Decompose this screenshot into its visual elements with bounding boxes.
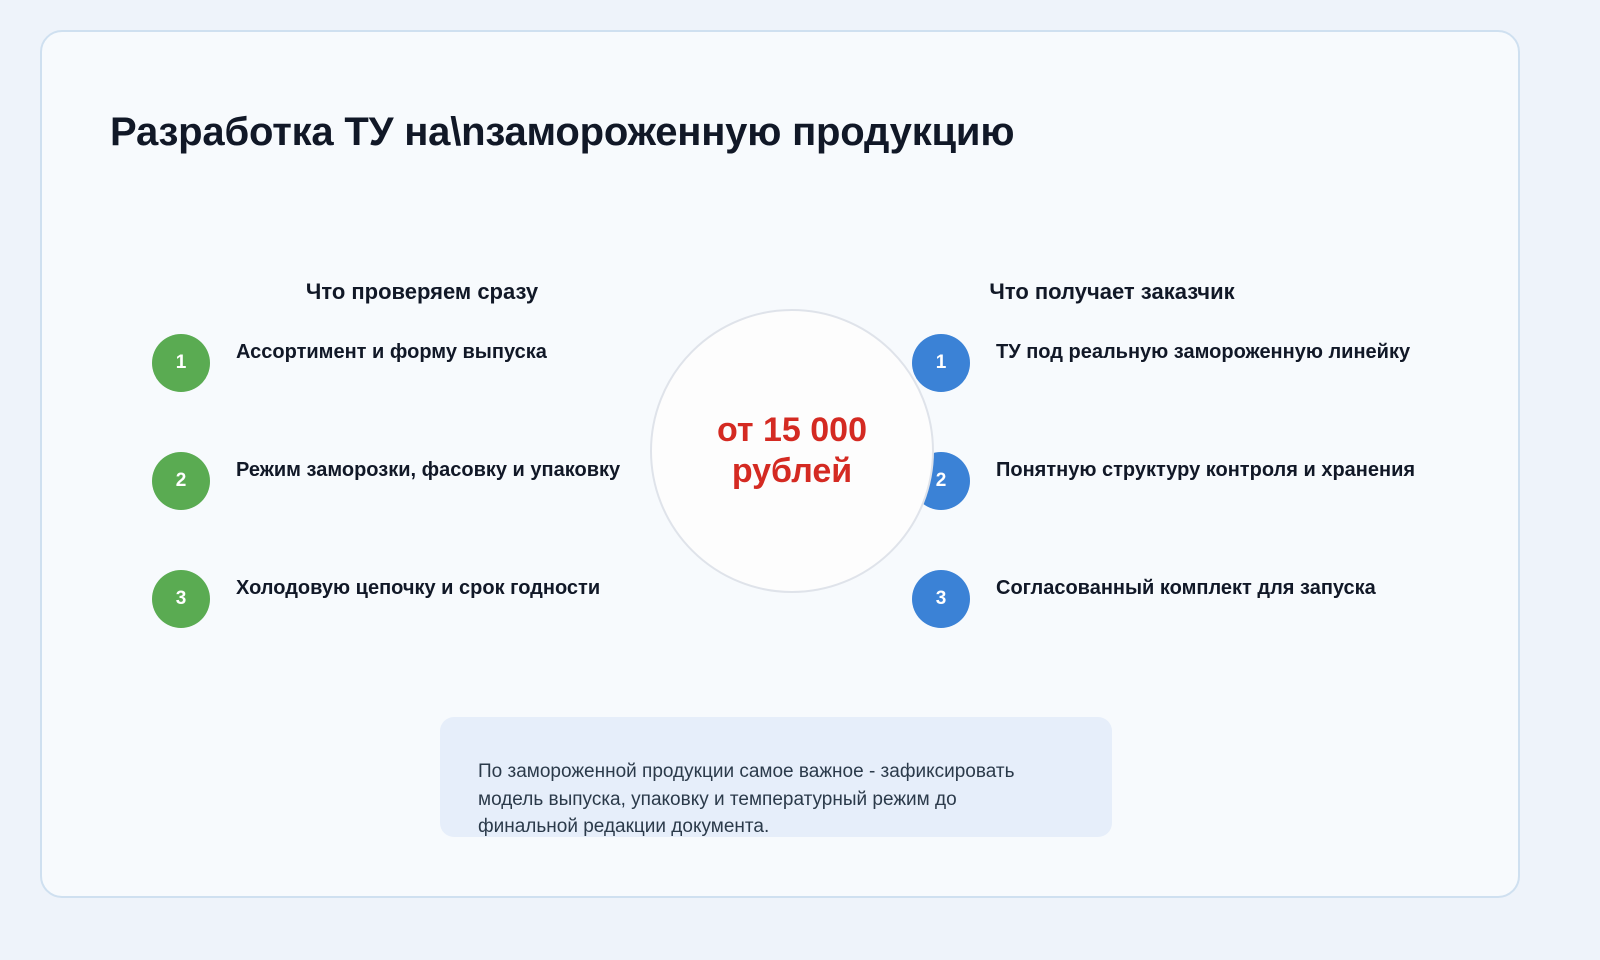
list-item: [912, 450, 1432, 512]
note-text: По замороженной продукции самое важное - зафиксировать модель выпуска, упаковку и температурный режим до финальной редакции документа.: [478, 761, 1015, 838]
list-item-label: Ассортимент и форму выпуска: [236, 341, 547, 363]
list-item: [152, 332, 712, 394]
right-column-heading: Что получает заказчик: [989, 279, 1235, 304]
list-item-label: Режим заморозки, фасовку и упаковку: [236, 459, 621, 481]
step-badge: 2: [912, 452, 970, 510]
step-badge: 3: [912, 570, 970, 628]
price-circle: [650, 309, 934, 593]
step-badge: 3: [152, 570, 210, 628]
list-item-label: Понятную структуру контроля и хранения: [996, 459, 1416, 481]
left-column-list: [152, 332, 712, 686]
list-item: [912, 568, 1432, 630]
step-badge: 2: [152, 452, 210, 510]
list-item: [912, 332, 1432, 394]
list-item: [152, 568, 712, 630]
page-title: Разработка ТУ на\nзамороженную продукцию: [110, 110, 1015, 154]
step-badge: 1: [152, 334, 210, 392]
content-card: [40, 30, 1520, 898]
list-item-label: Согласованный комплект для запуска: [996, 577, 1376, 599]
list-item: [152, 450, 712, 512]
left-column-heading: Что проверяем сразу: [305, 279, 539, 304]
right-column-list: [912, 332, 1432, 686]
step-badge: 1: [912, 334, 970, 392]
price-label: от 15 000 рублей: [716, 411, 867, 490]
list-item-label: ТУ под реальную замороженную линейку: [996, 341, 1411, 363]
list-item-label: Холодовую цепочку и срок годности: [236, 577, 601, 599]
